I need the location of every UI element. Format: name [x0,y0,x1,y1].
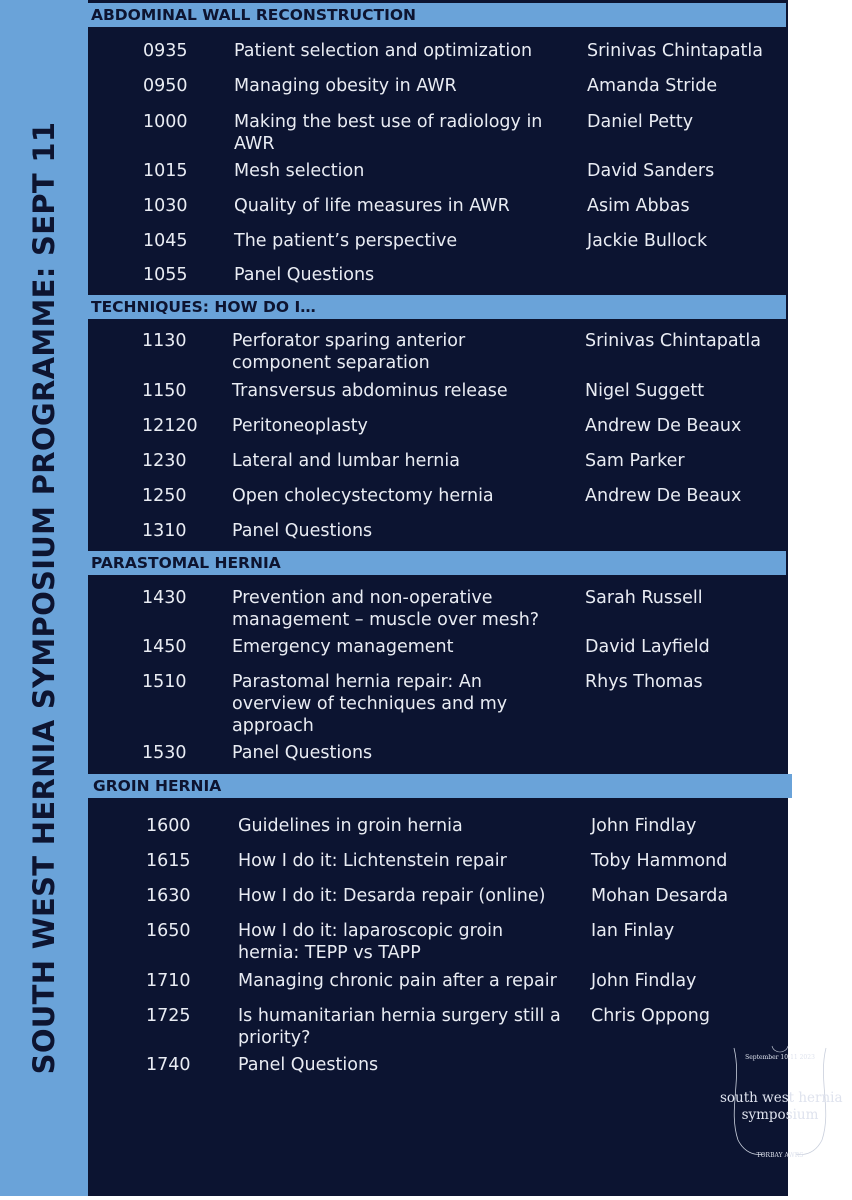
logo-name-line1: south west hernia [720,1090,843,1106]
logo-date: September 10-11 2023 [745,1054,815,1061]
session-title: Quality of life measures in AWR [234,196,510,216]
session-speaker: Asim Abbas [587,196,690,216]
session-time: 0950 [143,76,188,96]
session-title: Prevention and non-operative management – muscle over mesh? [232,588,540,630]
logo-name-line2: symposium [741,1107,819,1123]
session-time: 1630 [146,886,191,906]
programme-title: SOUTH WEST HERNIA SYMPOSIUM PROGRAMME: SEPT 11 [27,121,61,1075]
session-time: 1725 [146,1006,191,1026]
session-time: 1015 [143,161,188,181]
session-title: Panel Questions [238,1055,379,1075]
session-time: 1130 [142,331,187,351]
session-time: 1030 [143,196,188,216]
session-speaker: Ian Finlay [591,921,675,941]
session-title: The patient’s perspective [234,231,458,251]
session-time: 1430 [142,588,187,608]
session-title: Panel Questions [232,521,373,541]
session-speaker: Amanda Stride [587,76,718,96]
session-speaker: John Findlay [591,816,697,836]
section-header-awr: ABDOMINAL WALL RECONSTRUCTION [88,3,786,27]
session-time: 0935 [143,41,188,61]
session-speaker: Sam Parker [585,451,685,471]
session-title: Guidelines in groin hernia [238,816,463,836]
session-speaker: Srinivas Chintapatla [585,331,762,351]
logo-subtitle: TORBAY AWRS [756,1152,804,1159]
session-speaker: Sarah Russell [585,588,703,608]
session-time: 1000 [143,112,188,132]
session-title: Transversus abdominus release [232,381,508,401]
section-header-techniques: TECHNIQUES: HOW DO I… [88,295,786,319]
session-time: 1710 [146,971,191,991]
session-title: Parastomal hernia repair: An overview of techniques and my approach [232,672,508,736]
session-speaker: Andrew De Beaux [585,486,742,506]
session-time: 1530 [142,743,187,763]
session-title: How I do it: Desarda repair (online) [238,886,546,906]
session-time: 1600 [146,816,191,836]
session-speaker: David Sanders [587,161,715,181]
session-speaker: Daniel Petty [587,112,694,132]
session-time: 1150 [142,381,187,401]
session-speaker: Mohan Desarda [591,886,729,906]
session-title: Panel Questions [234,265,375,285]
session-time: 1650 [146,921,191,941]
session-time: 1045 [143,231,188,251]
session-title: How I do it: laparoscopic groin hernia: TEPP vs TAPP [238,921,504,963]
session-speaker: John Findlay [591,971,697,991]
session-speaker: David Layfield [585,637,710,657]
session-time: 12120 [142,416,198,436]
session-speaker: Andrew De Beaux [585,416,742,436]
session-title: How I do it: Lichtenstein repair [238,851,507,871]
session-time: 1310 [142,521,187,541]
session-time: 1250 [142,486,187,506]
section-header-groin: GROIN HERNIA [88,774,792,798]
session-speaker: Srinivas Chintapatla [587,41,764,61]
session-speaker: Rhys Thomas [585,672,703,692]
session-title: Perforator sparing anterior component separation [232,331,466,373]
session-title: Emergency management [232,637,454,657]
session-title: Managing obesity in AWR [234,76,457,96]
session-speaker: Nigel Suggett [585,381,705,401]
session-time: 1510 [142,672,187,692]
session-title: Lateral and lumbar hernia [232,451,460,471]
session-title: Patient selection and optimization [234,41,533,61]
section-header-parastomal: PARASTOMAL HERNIA [88,551,786,575]
session-time: 1055 [143,265,188,285]
session-title: Mesh selection [234,161,365,181]
session-title: Making the best use of radiology in AWR [234,112,543,154]
session-time: 1450 [142,637,187,657]
session-speaker: Chris Oppong [591,1006,710,1026]
session-title: Is humanitarian hernia surgery still a priority? [238,1006,561,1048]
symposium-logo [720,1040,843,1170]
session-time: 1230 [142,451,187,471]
session-title: Peritoneoplasty [232,416,368,436]
session-title: Panel Questions [232,743,373,763]
session-time: 1740 [146,1055,191,1075]
session-title: Open cholecystectomy hernia [232,486,494,506]
session-speaker: Toby Hammond [591,851,728,871]
session-speaker: Jackie Bullock [587,231,708,251]
session-title: Managing chronic pain after a repair [238,971,557,991]
session-time: 1615 [146,851,191,871]
side-title-band [0,0,88,1196]
